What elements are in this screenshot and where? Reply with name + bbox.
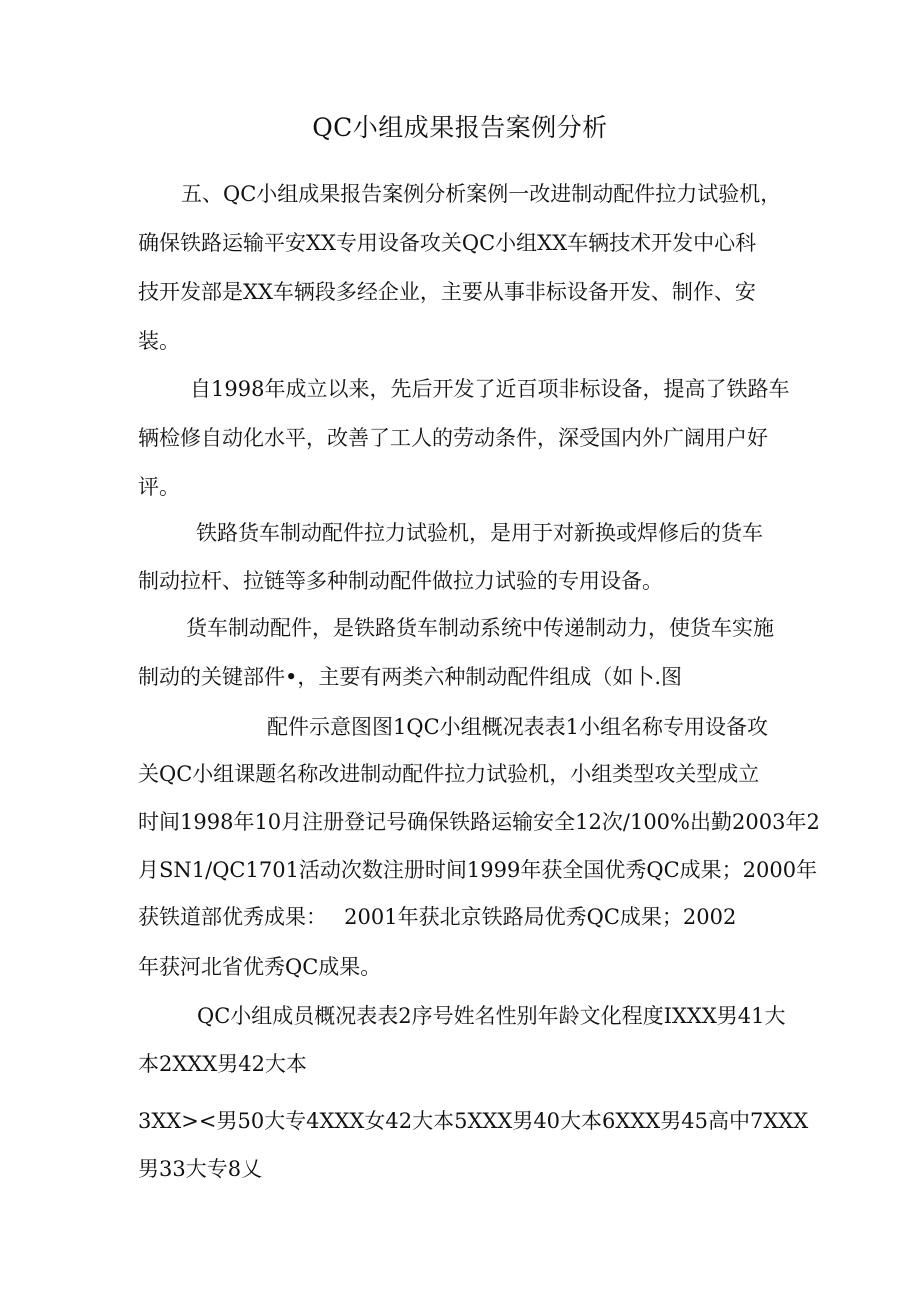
- paragraph-3-line-1: 铁路货车制动配件拉力试验机，是用于对新换或焊修后的货车: [196, 521, 763, 545]
- paragraph-2-line-2: 辆检修自动化水平，改善了工人的劳动条件，深受国内外广阔用户好: [138, 426, 768, 450]
- paragraph-1-line-2: 确保铁路运输平安XX专用设备攻关QC小组XX车辆技术开发中心科: [138, 231, 757, 255]
- paragraph-5-line-6: 年获河北省优秀QC成果。: [138, 955, 382, 979]
- paragraph-5-line-1: 配件示意图图1QC小组概况表表1小组名称专用设备攻: [267, 715, 769, 739]
- paragraph-4-line-1: 货车制动配件，是铁路货车制动系统中传递制动力，使货车实施: [186, 616, 774, 640]
- paragraph-5-line-4: 月SN1/QC1701活动次数注册时间1999年获全国优秀QC成果；2000年: [138, 858, 818, 882]
- paragraph-5-line-3: 时间1998年10月注册登记号确保铁路运输安全12次/100%出勤2003年2: [138, 810, 820, 834]
- paragraph-1-line-1: 五、QC小组成果报告案例分析案例一改进制动配件拉力试验机，: [181, 182, 782, 206]
- paragraph-6-line-2: 本2XXX男42大本: [138, 1052, 307, 1076]
- paragraph-6-line-1: QC小组成员概况表表2序号姓名性别年龄文化程度IXXX男41大: [197, 1004, 786, 1028]
- paragraph-7-line-2: 男33大专8乂: [138, 1157, 263, 1181]
- paragraph-5-line-2: 关QC小组课题名称改进制动配件拉力试验机，小组类型攻关型成立: [138, 762, 760, 786]
- paragraph-3-line-2: 制动拉杆、拉链等多种制动配件做拉力试验的专用设备。: [138, 569, 663, 593]
- paragraph-4-line-2: 制动的关键部件•，主要有两类六种制动配件组成（如卜.图: [138, 665, 683, 689]
- paragraph-5-line-5: 获铁道部优秀成果： 2001年获北京铁路局优秀QC成果；2002: [138, 905, 737, 929]
- document-title: QC小组成果报告案例分析: [312, 113, 608, 142]
- paragraph-7-line-1: 3XX><男50大专4XXX女42大本5XXX男40大本6XXX男45高中7XXX: [138, 1109, 809, 1133]
- paragraph-1-line-3: 技开发部是XX车辆段多经企业，主要从事非标设备开发、制作、安: [138, 280, 756, 304]
- paragraph-2-line-3: 评。: [138, 475, 180, 499]
- paragraph-2-line-1: 自1998年成立以来，先后开发了近百项非标设备，提高了铁路车: [190, 377, 790, 401]
- paragraph-1-line-4: 装。: [138, 329, 180, 353]
